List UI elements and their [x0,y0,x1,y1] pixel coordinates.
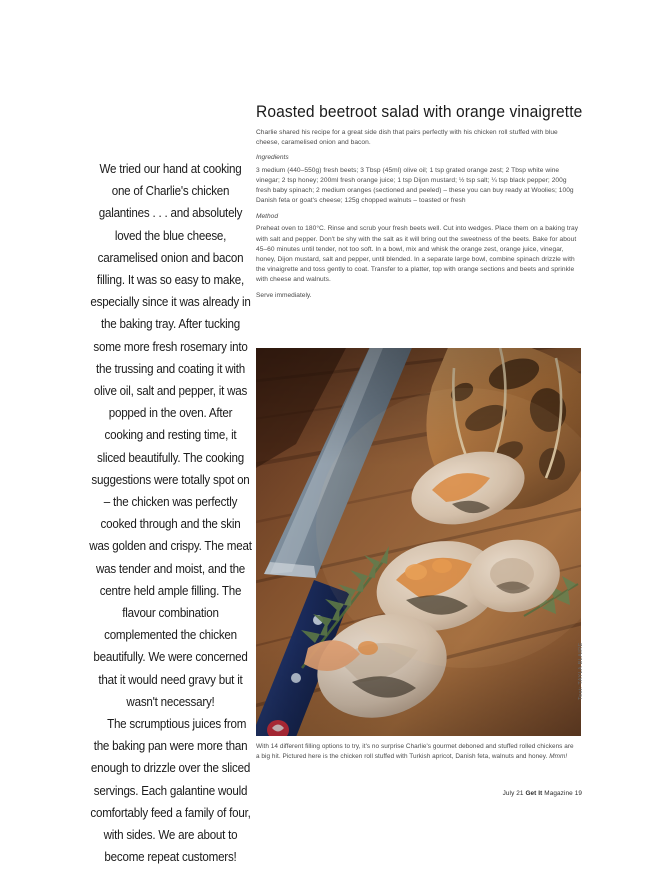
method-steps: Preheat oven to 180°C. Rinse and scrub your fresh beets well. Cut into wedges. Place them on a baking tray with salt and pepper. Don't be shy with the salt as it will bring out the sweetness of the beets. Bake for about 45–60 minutes until tender, not too soft. In a bowl, mix and whisk the orange zest, orange juice, vinegar, honey, Dijon mustard, salt and pepper, until blended. In a separate large bowl, combine spinach drizzle with the vinaigrette and toss gently to coat. Transfer to a platter, top with orange sections and beets and sprinkle with cheese and walnuts. [256,225,579,284]
recipe-column [256,103,582,305]
recipe-photograph [256,348,581,736]
photo-caption [256,742,576,761]
recipe-title: Roasted beetroot salad with orange vinaigrette [256,103,583,121]
review-paragraph-1: We tried our hand at cooking one of Charlie's chicken galantines . . . and absolutely loved the blue cheese, caramelised onion and bacon filling. It was so easy to make, especially since it was already in the baking tray. After tucking some more fresh rosemary into the trussing and coating it with olive oil, salt and pepper, it was popped in the oven. After cooking and resting time, it sliced beautifully. The cooking suggestions were totally spot on – the chicken was perfectly cooked through and the skin was golden and crispy. The meat was tender and moist, and the centre held ample filling. The flavour combination complemented the chicken beautifully. We were concerned that it would need gravy but it wasn't necessary! [89,161,252,709]
page-footer [440,790,582,797]
photo-caption-exclaim: Mmm! [549,752,568,760]
footer-page-number: 19 [574,790,582,797]
footer-magazine-word: Magazine [544,790,573,797]
photo-caption-main: With 14 different filling options to try, it's no surprise Charlie's gourmet deboned and stuffed rolled chickens are a big hit. Pictured here is the chicken roll stuffed with Turkish apricot, Danish feta, walnuts and honey. [256,743,574,760]
left-review-column [78,158,263,869]
serve-instruction: Serve immediately. [256,291,312,299]
footer-issue-date: July 21 [502,790,524,797]
review-paragraph-2: The scrumptious juices from the baking pan were more than enough to drizzle over the sliced servings. Each galantine would comfortably feed a family of four, with sides. We are about to become repeat customers! [90,716,251,865]
recipe-intro: Charlie shared his recipe for a great side dish that pairs perfectly with his chicken roll stuffed with blue cheese, caramelised onion and bacon. [256,129,558,146]
method-heading: Method [256,212,278,220]
photo-credit: Text: TAYLA BLAIRE [578,642,584,700]
footer-brand: Get It [525,790,543,797]
photo-illustration [256,348,581,736]
ingredients-list: 3 medium (440–550g) fresh beets; 3 Tbsp (45ml) olive oil; 1 tsp grated orange zest; 2 Tbsp white wine vinegar; 2 tsp honey; 200ml fresh orange juice; 1 tsp Dijon mustard; ½ tsp salt; ¼ tsp black pepper; 200g fresh baby spinach; 2 medium oranges (sectioned and peeled) – these you can buy ready at Woolies; 100g Danish feta or goat's cheese; 125g chopped walnuts – toasted or fresh [256,166,574,205]
ingredients-heading: Ingredients [256,153,289,161]
